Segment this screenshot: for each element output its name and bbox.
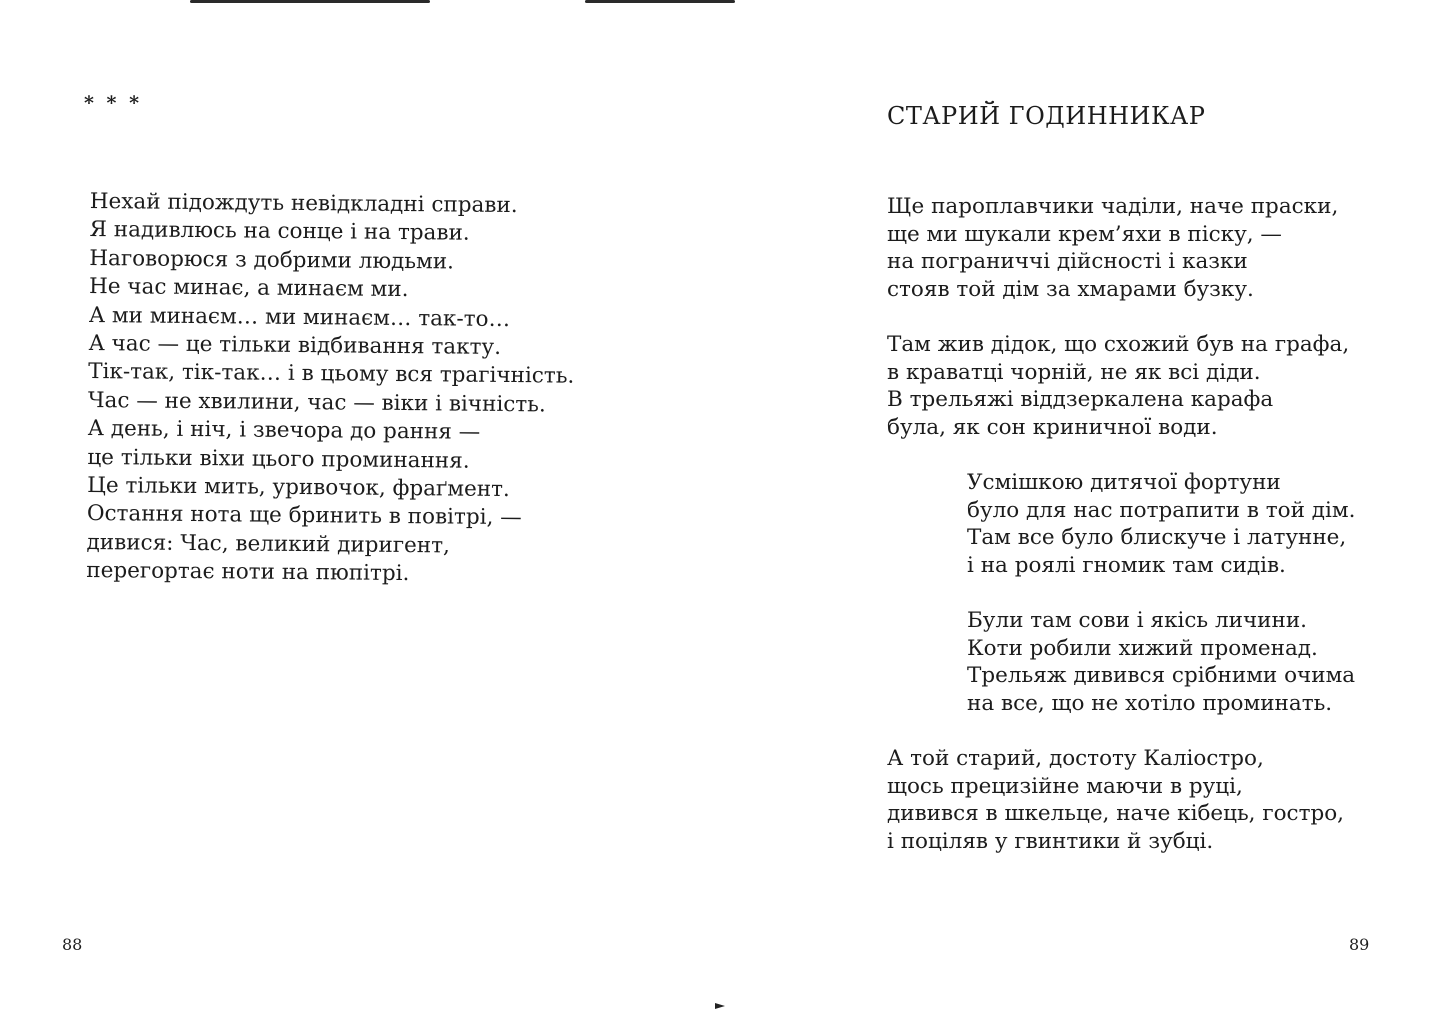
poem-line: А ми минаєм… ми минаєм… так-то… bbox=[88, 302, 511, 332]
page-number-left: 88 bbox=[62, 935, 83, 954]
poem-line: Час — не хвилини, час — віки і вічність. bbox=[87, 387, 546, 418]
poem-line: в краватці чорній, не як всі діди. bbox=[887, 359, 1261, 385]
poem-line: Тік-так, тік-так… і в цьому вся трагічність. bbox=[88, 359, 575, 390]
poem-line: це тільки віхи цього проминання. bbox=[87, 444, 470, 474]
poem-line: А день, і ніч, і звечора до рання — bbox=[87, 416, 481, 446]
poem-line: була, як сон криничної води. bbox=[887, 414, 1218, 440]
poem-title: СТАРИЙ ГОДИННИКАР bbox=[887, 102, 1206, 130]
poem-line: було для нас потрапити в той дім. bbox=[967, 497, 1356, 523]
poem-line: на все, що не хотіло проминать. bbox=[967, 690, 1333, 716]
poem-line: Ще пароплавчики чаділи, наче праски, bbox=[887, 194, 1339, 219]
poem-line: А той старий, достоту Каліостро, bbox=[887, 746, 1264, 771]
poem-line: Не час минає, а минаєм ми. bbox=[88, 274, 409, 303]
poem-line: Наговорюся з добрими людьми. bbox=[89, 245, 455, 275]
poem-line: дивився в шкельце, наче кібець, гостро, bbox=[887, 801, 1345, 827]
left-poem bbox=[86, 188, 576, 590]
poem-line: Це тільки мить, уривочок, фраґмент. bbox=[87, 473, 510, 503]
poem-line: Я надивлюсь на сонце і на трави. bbox=[89, 217, 470, 247]
poem-line: ще ми шукали крем’яхи в піску, — bbox=[887, 221, 1282, 247]
stanza bbox=[887, 745, 1344, 855]
page-number-right: 89 bbox=[1349, 935, 1370, 954]
poem-line: перегортає ноти на пюпітрі. bbox=[86, 558, 410, 587]
stanza-indented bbox=[967, 607, 1355, 717]
stanza bbox=[887, 331, 1349, 441]
poem-separator: * * * bbox=[84, 92, 143, 114]
poem-line: В трельяжі віддзеркалена карафа bbox=[887, 387, 1274, 413]
poem-line: Трельяж дивився срібними очима bbox=[967, 663, 1356, 689]
poem-line: Усмішкою дитячої фортуни bbox=[967, 470, 1281, 495]
poem-line: на пограниччі дійсності і казки bbox=[887, 249, 1248, 275]
poem-line: щось прецизійне маючи в руці, bbox=[887, 773, 1243, 799]
poem-line: А час — це тільки відбивання такту. bbox=[88, 331, 502, 360]
poem-line: Нехай підождуть невідкладні справи. bbox=[89, 188, 518, 219]
poem-line: дивися: Час, великий диригент, bbox=[86, 529, 450, 559]
poem-line: Були там сови і якісь личини. bbox=[967, 608, 1307, 633]
poem-line: Коти робили хижий променад. bbox=[967, 635, 1318, 661]
poem-line: Там жив дідок, що схожий був на графа, bbox=[887, 332, 1350, 357]
poem-line: Остання нота ще бринить в повітрі, — bbox=[86, 501, 522, 531]
poem-line: Там все було блискуче і латунне, bbox=[967, 525, 1347, 551]
stanza-indented bbox=[967, 469, 1355, 579]
stanza bbox=[887, 193, 1338, 303]
poem-line: стояв той дім за хмарами бузку. bbox=[887, 276, 1254, 302]
poem-line: і поціляв у гвинтики й зубці. bbox=[887, 828, 1214, 854]
poem-line: і на роялі гномик там сидів. bbox=[967, 552, 1286, 578]
